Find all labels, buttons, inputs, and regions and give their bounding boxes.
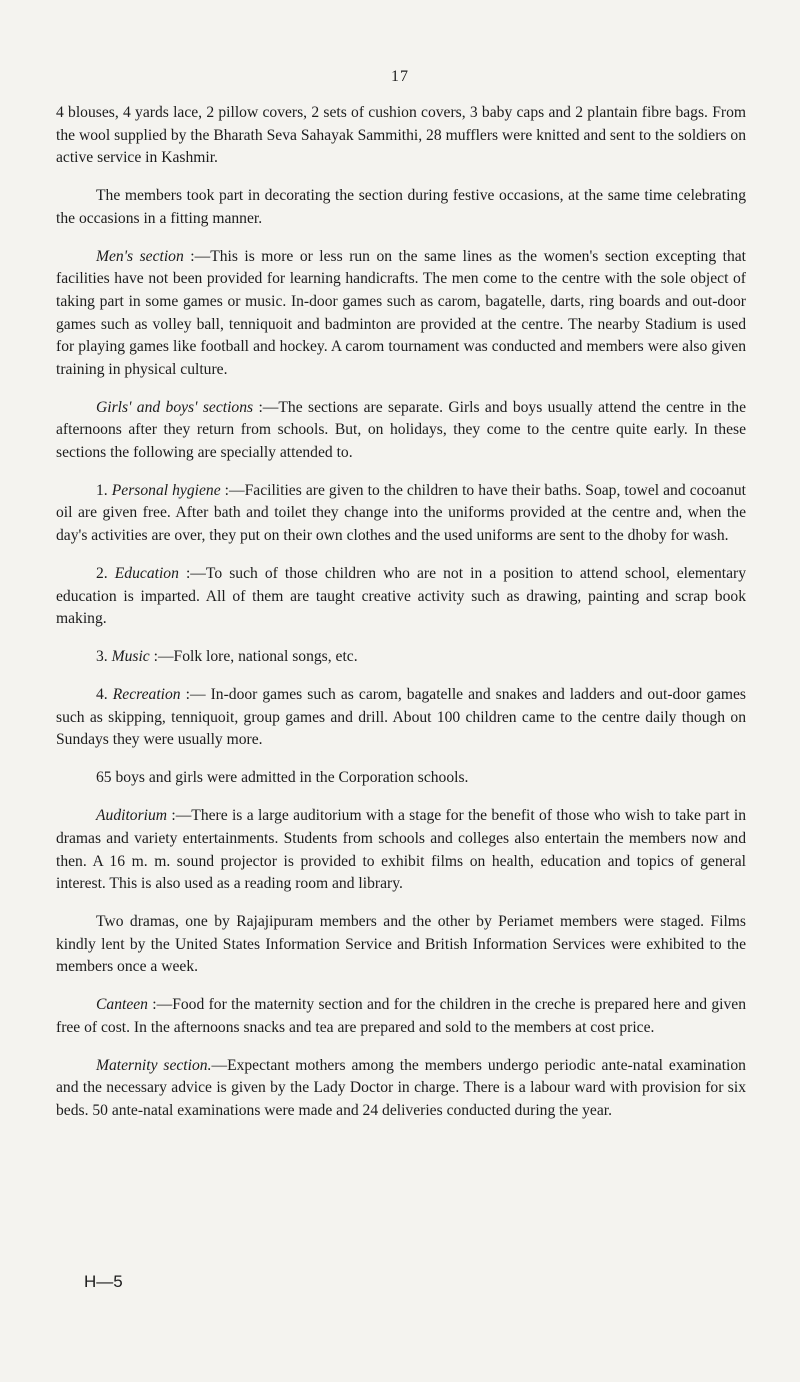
paragraph-girls-boys-sections — [56, 397, 746, 465]
paragraph-canteen — [56, 994, 746, 1039]
section-heading: Recreation — [112, 686, 181, 704]
section-heading: Maternity section. — [96, 1056, 212, 1074]
list-item-personal-hygiene — [56, 480, 746, 548]
page-number: 17 — [391, 68, 409, 85]
paragraph-dramas — [56, 911, 746, 979]
paragraph-text: —Expectant mothers among the members undergo periodic ante-natal examination and the necessary advice is given by the Lady Doctor in charge. There is a labour ward with provision for six beds. 50 ante-natal examinations were made and 24 deliveries conducted during the year. — [56, 1056, 746, 1120]
list-item-recreation — [56, 684, 746, 752]
section-heading: Canteen — [96, 996, 148, 1014]
item-number: 2. — [96, 565, 108, 583]
paragraph-admissions — [56, 767, 746, 790]
list-item-education — [56, 563, 746, 631]
paragraph-text: :—The sections are separate. Girls and boys usually attend the centre in the afternoons after they return from schools. But, on holidays, they come to the centre quite early. In these sections the following are specially attended to. — [56, 398, 746, 461]
document-body — [56, 102, 746, 1138]
paragraph-text: :—Facilities are given to the children to have their baths. Soap, towel and cocoanut oil are given free. After bath and toilet they change into the uniforms provided at the centre and, when the day's activities are over, they put on their own clothes and the used uniforms are sent to the dhoby for wash. — [56, 481, 746, 545]
paragraph-auditorium — [56, 805, 746, 895]
section-heading: Education — [114, 565, 179, 583]
section-heading: Men's section — [96, 247, 184, 265]
paragraph-text: :—There is a large auditorium with a stage for the benefit of those who wish to take part in dramas and variety entertainments. Students from schools and colleges also entertain the members now and then. A 16 m. m. sound projector is provided to exhibit films on health, education and topics of general interest. This is also used as a reading room and library. — [56, 807, 746, 893]
paragraph-festive — [56, 185, 746, 230]
paragraph-text: :—To such of those children who are not in a position to attend school, elementary education is imparted. All of them are taught creative activity such as drawing, painting and scrap book making. — [56, 565, 746, 628]
item-number: 1. — [96, 481, 108, 499]
section-heading: Girls' and boys' sections — [96, 398, 254, 416]
paragraph-text: :—Food for the maternity section and for the children in the creche is prepared here and given free of cost. In the afternoons snacks and tea are prepared and sold to the members at cost price. — [56, 996, 746, 1036]
section-heading: Personal hygiene — [111, 481, 221, 499]
item-number: 4. — [96, 686, 108, 704]
paragraph-text: 65 boys and girls were admitted in the Corporation schools. — [96, 769, 469, 787]
section-heading: Auditorium — [96, 807, 168, 825]
item-number: 3. — [96, 648, 108, 666]
list-item-music — [56, 646, 746, 669]
paragraph-text: :—Folk lore, national songs, etc. — [149, 648, 358, 666]
paragraph-text: :—This is more or less run on the same lines as the women's section excepting that facilities have not been provided for learning handicrafts. The men come to the centre with the sole object of taking part in some games or music. In-door games such as carom, bagatelle, darts, ring boards and out-door games such as volley ball, tenniquoit and badminton are provided at the centre. The nearby Stadium is used for playing games like football and hockey. A carom tournament was conducted and members were also given training in physical culture. — [56, 247, 746, 378]
paragraph-text: Two dramas, one by Rajajipuram members and the other by Periamet members were staged. Films kindly lent by the United States Information Service and British Information Services were exhibited to the members once a week. — [56, 913, 746, 976]
paragraph-maternity-section — [56, 1055, 746, 1123]
signature-mark: H—5 — [84, 1272, 123, 1291]
section-heading: Music — [111, 648, 150, 666]
paragraph-text: The members took part in decorating the section during festive occasions, at the same time celebrating the occasions in a fitting manner. — [56, 187, 746, 227]
paragraph-intro — [56, 102, 746, 170]
paragraph-mens-section — [56, 246, 746, 382]
paragraph-text: :— In-door games such as carom, bagatelle and snakes and ladders and out-door games such as skipping, tenniquoit, group games and drill. About 100 children came to the centre daily though on Sundays they were usually more. — [56, 686, 746, 749]
paragraph-text: 4 blouses, 4 yards lace, 2 pillow covers, 2 sets of cushion covers, 3 baby caps and 2 plantain fibre bags. From the wool supplied by the Bharath Seva Sahayak Sammithi, 28 mufflers were knitted and sent to the soldiers on active service in Kashmir. — [56, 104, 746, 167]
